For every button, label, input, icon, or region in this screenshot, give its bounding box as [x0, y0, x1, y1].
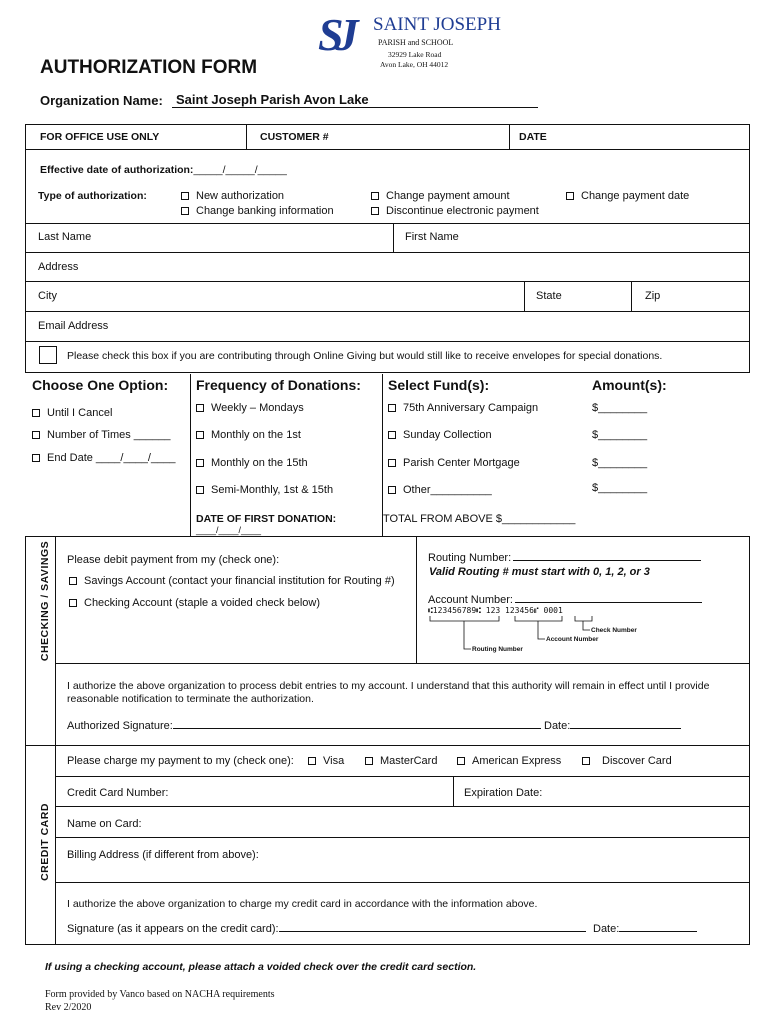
email-field[interactable]: Email Address	[38, 320, 109, 332]
organization-name: Saint Joseph Parish Avon Lake	[172, 92, 538, 108]
online-giving-checkbox[interactable]	[39, 346, 57, 364]
micr-line: ⑆123456789⑆ 123 123456⑈ 0001	[428, 606, 563, 615]
amount-field-4[interactable]: $________	[592, 482, 648, 494]
micr-diagram	[425, 612, 625, 658]
card-visa-option[interactable]: Visa	[308, 755, 344, 767]
organization-label: Organization Name:	[40, 93, 163, 108]
credit-side-label: CREDIT CARD	[39, 803, 51, 881]
routing-number-caption: Routing Number	[472, 646, 523, 653]
logo-address-2: Avon Lake, OH 44012	[380, 60, 449, 69]
frequency-semi-monthly[interactable]: Semi-Monthly, 1st & 15th	[196, 484, 333, 496]
type-discontinue[interactable]: Discontinue electronic payment	[371, 205, 539, 217]
card-amex-option[interactable]: American Express	[457, 755, 561, 767]
checkbox[interactable]	[388, 431, 396, 439]
checkbox[interactable]	[32, 409, 40, 417]
check-number-caption: Check Number	[591, 627, 637, 634]
state-field[interactable]: State	[536, 290, 562, 302]
card-signature-field[interactable]: Signature (as it appears on the credit card):	[67, 923, 586, 935]
checkbox[interactable]	[365, 757, 373, 765]
provided-by: Form provided by Vanco based on NACHA requirements	[45, 989, 275, 1000]
checkbox[interactable]	[371, 207, 379, 215]
checkbox[interactable]	[388, 404, 396, 412]
frequency-monthly-15th[interactable]: Monthly on the 15th	[196, 457, 308, 469]
logo-mark: SJ	[318, 9, 351, 60]
funds-heading: Select Fund(s):	[388, 377, 490, 393]
checkbox[interactable]	[196, 459, 204, 467]
option-end-date[interactable]: End Date ____/____/____	[32, 452, 175, 464]
checkbox[interactable]	[371, 192, 379, 200]
fund-sunday[interactable]: Sunday Collection	[388, 429, 492, 441]
form-box	[25, 124, 750, 373]
account-number-caption: Account Number	[546, 636, 599, 643]
address-field[interactable]: Address	[38, 261, 79, 273]
fund-other[interactable]: Other__________	[388, 484, 492, 496]
checking-date-field[interactable]: Date:	[544, 720, 681, 732]
charge-instruction: Please charge my payment to my (check one):	[67, 755, 294, 767]
type-change-banking[interactable]: Change banking information	[181, 205, 334, 217]
type-new-authorization[interactable]: New authorization	[181, 190, 284, 202]
office-date-label: DATE	[519, 131, 547, 143]
frequency-weekly[interactable]: Weekly – Mondays	[196, 402, 304, 414]
checkbox[interactable]	[388, 459, 396, 467]
expiration-date-field[interactable]: Expiration Date:	[464, 787, 543, 799]
checkbox[interactable]	[69, 599, 77, 607]
frequency-monthly-1st[interactable]: Monthly on the 1st	[196, 429, 301, 441]
checkbox[interactable]	[457, 757, 465, 765]
choose-option-heading: Choose One Option:	[32, 377, 169, 393]
authorized-signature-field[interactable]: Authorized Signature:	[67, 720, 541, 732]
amounts-heading: Amount(s):	[592, 377, 667, 393]
zip-field[interactable]: Zip	[645, 290, 661, 302]
account-number-field[interactable]: Account Number:	[428, 594, 702, 606]
type-change-date[interactable]: Change payment date	[566, 190, 689, 202]
checkbox[interactable]	[196, 486, 204, 494]
first-name-field[interactable]: First Name	[405, 231, 459, 243]
option-until-cancel[interactable]: Until I Cancel	[32, 407, 112, 419]
debit-instruction: Please debit payment from my (check one):	[67, 554, 280, 566]
city-field[interactable]: City	[38, 290, 57, 302]
first-donation-label: DATE OF FIRST DONATION:	[196, 513, 337, 525]
last-name-field[interactable]: Last Name	[38, 231, 92, 243]
logo-address-1: 32929 Lake Road	[388, 50, 442, 59]
logo	[318, 9, 501, 74]
checkbox[interactable]	[181, 192, 189, 200]
credit-card-number-field[interactable]: Credit Card Number:	[67, 787, 169, 799]
checking-side-label: CHECKING / SAVINGS	[39, 540, 51, 662]
form-title: AUTHORIZATION FORM	[40, 57, 258, 78]
option-number-of-times[interactable]: Number of Times ______	[32, 429, 171, 441]
voided-check-note: If using a checking account, please attach a voided check over the credit card section.	[45, 961, 477, 973]
checkbox[interactable]	[196, 404, 204, 412]
credit-card-section	[25, 745, 750, 945]
effective-date-label: Effective date of authorization:_____/_____/_____	[40, 164, 287, 176]
savings-account-option[interactable]: Savings Account (contact your financial institution for Routing #)	[69, 575, 395, 587]
fund-parish-center[interactable]: Parish Center Mortgage	[388, 457, 520, 469]
routing-note: Valid Routing # must start with 0, 1, 2, or 3	[429, 566, 650, 578]
customer-number-label: CUSTOMER #	[260, 131, 329, 143]
total-field[interactable]: TOTAL FROM ABOVE $____________	[383, 513, 576, 525]
card-discover-option[interactable]: Discover Card	[582, 755, 672, 767]
office-use-label: FOR OFFICE USE ONLY	[40, 131, 160, 143]
logo-subtitle: PARISH and SCHOOL	[378, 38, 454, 47]
type-of-authorization-label: Type of authorization:	[38, 190, 147, 202]
card-mastercard-option[interactable]: MasterCard	[365, 755, 437, 767]
revision: Rev 2/2020	[45, 1002, 92, 1013]
routing-number-field[interactable]: Routing Number:	[428, 552, 701, 564]
checking-account-option[interactable]: Checking Account (staple a voided check below)	[69, 597, 320, 609]
checkbox[interactable]	[32, 454, 40, 462]
credit-date-field[interactable]: Date:	[593, 923, 697, 935]
billing-address-field[interactable]: Billing Address (if different from above):	[67, 849, 259, 861]
checkbox[interactable]	[181, 207, 189, 215]
checkbox[interactable]	[196, 431, 204, 439]
credit-authorization-text: I authorize the above organization to charge my credit card in accordance with the information above.	[67, 898, 538, 910]
first-donation-field[interactable]: ____/____/____	[196, 525, 262, 535]
logo-name: SAINT JOSEPH	[373, 14, 501, 35]
amount-field-3[interactable]: $________	[592, 457, 648, 469]
name-on-card-field[interactable]: Name on Card:	[67, 818, 142, 830]
frequency-heading: Frequency of Donations:	[196, 377, 361, 393]
debit-authorization-text: I authorize the above organization to process debit entries to my account. I understand that this authority will remain in effect until I provide reasonable notification to terminate the authorization.	[67, 680, 710, 705]
checkbox[interactable]	[582, 757, 590, 765]
type-change-amount[interactable]: Change payment amount	[371, 190, 510, 202]
checkbox[interactable]	[308, 757, 316, 765]
amount-field-1[interactable]: $________	[592, 402, 648, 414]
checkbox[interactable]	[69, 577, 77, 585]
amount-field-2[interactable]: $________	[592, 429, 648, 441]
checkbox[interactable]	[388, 486, 396, 494]
checkbox[interactable]	[566, 192, 574, 200]
fund-anniversary[interactable]: 75th Anniversary Campaign	[388, 402, 538, 414]
online-giving-text: Please check this box if you are contributing through Online Giving but would still like to receive envelopes for special donations.	[67, 350, 663, 362]
checkbox[interactable]	[32, 431, 40, 439]
